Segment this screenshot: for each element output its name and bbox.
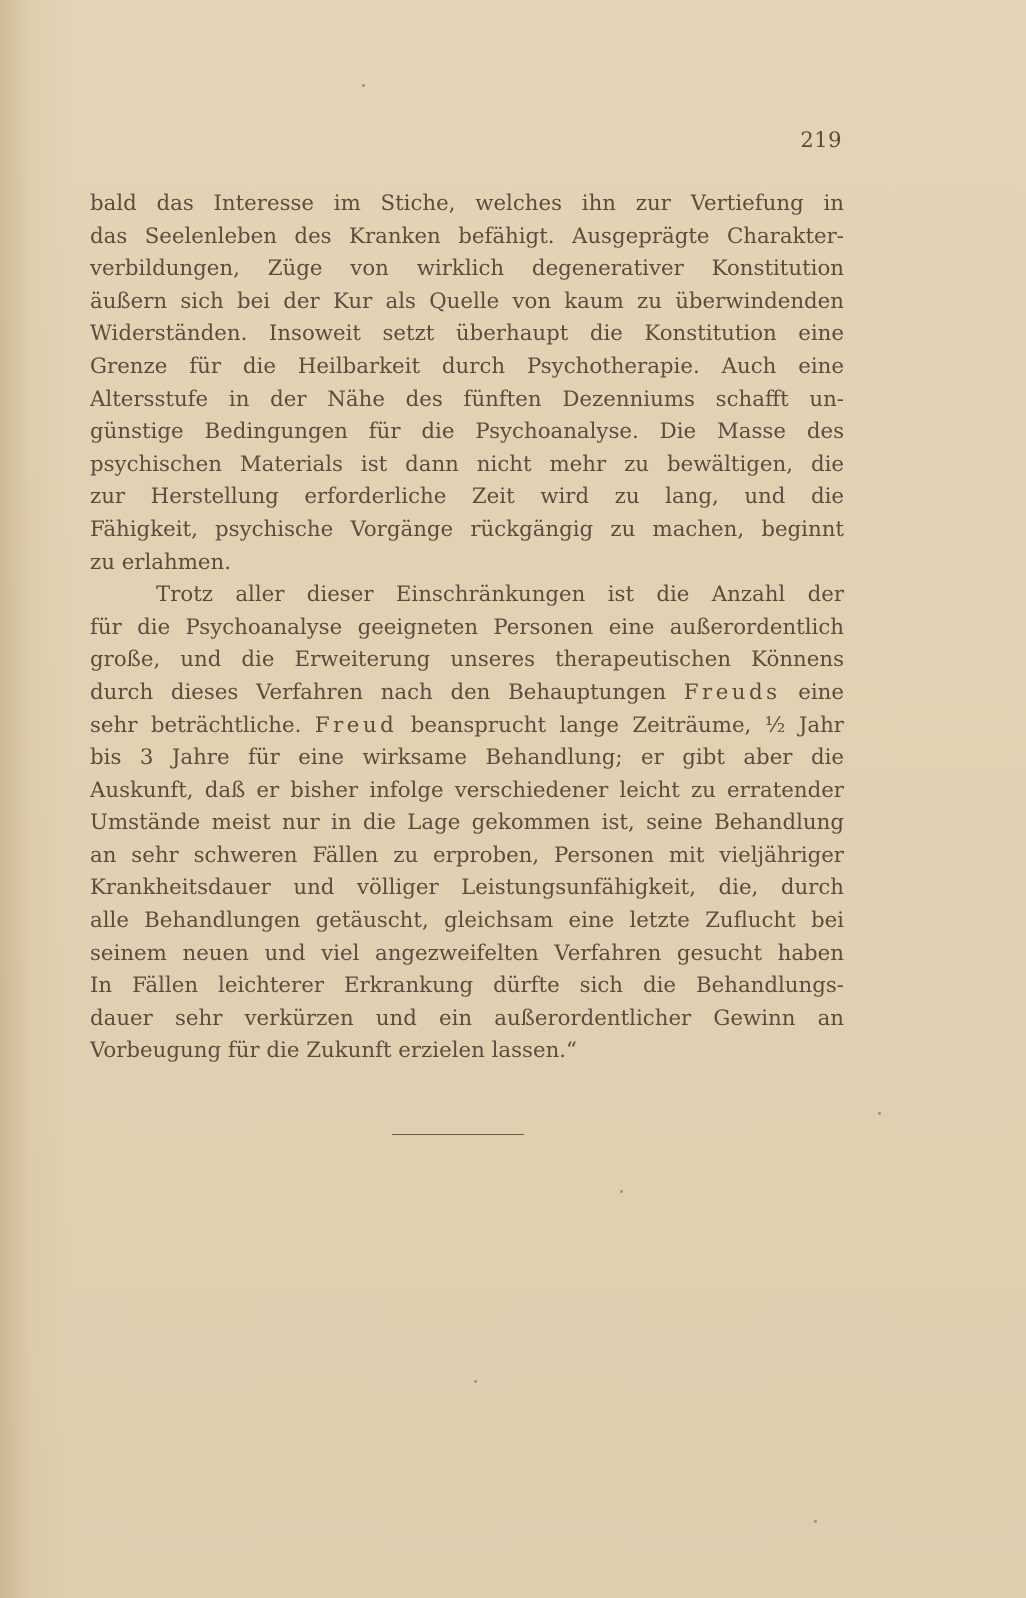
text-segment: durch dieses Verfahren nach den Behauptungen: [90, 679, 667, 705]
spaced-name: Freuds: [683, 679, 781, 705]
text-line: das Seelenleben des Kranken befähigt. Ausgeprägte Charakter-: [90, 223, 844, 249]
text-line: Auskunft, daß er bisher infolge verschiedener leicht zu erratender: [90, 777, 844, 803]
text-line: alle Behandlungen getäuscht, gleichsam eine letzte Zuflucht bei: [90, 908, 844, 934]
text-line: Fähigkeit, psychische Vorgänge rückgängig zu machen, beginnt: [90, 516, 844, 542]
paragraph-first-line: Trotz aller dieser Einschränkungen ist die Anzahl der: [156, 582, 844, 608]
text-line: zu erlahmen.: [90, 549, 231, 575]
page-number: 219: [800, 128, 842, 152]
text-line: zur Herstellung erforderliche Zeit wird zu lang, und die: [90, 484, 844, 510]
text-line: dauer sehr verkürzen und ein außerordentlicher Gewinn an: [90, 1005, 844, 1031]
text-line: Krankheitsdauer und völliger Leistungsunfähigkeit, die, durch: [90, 875, 844, 901]
text-line: Vorbeugung für die Zukunft erzielen lassen.“: [90, 1038, 577, 1064]
paper-speck: [620, 1190, 623, 1193]
text-line: verbildungen, Züge von wirklich degenerativer Konstitution: [90, 256, 844, 282]
text-line: äußern sich bei der Kur als Quelle von kaum zu überwindenden: [90, 288, 844, 314]
text-line: bis 3 Jahre für eine wirksame Behandlung; er gibt aber die: [90, 745, 844, 771]
paper-speck: [362, 84, 365, 87]
text-segment: eine: [798, 679, 844, 705]
text-segment: sehr beträchtliche.: [90, 712, 302, 738]
text-line: psychischen Materials ist dann nicht mehr zu bewältigen, die: [90, 451, 844, 477]
paper-speck: [474, 1380, 477, 1383]
text-segment: beansprucht lange Zeiträume, ½ Jahr: [410, 712, 844, 738]
text-line: Grenze für die Heilbarkeit durch Psychotherapie. Auch eine: [90, 353, 844, 379]
text-line: Altersstufe in der Nähe des fünften Dezenniums schafft un-: [90, 386, 844, 412]
section-divider: [392, 1134, 524, 1135]
paper-speck: [814, 1520, 817, 1523]
text-line: für die Psychoanalyse geeigneten Personen eine außerordentlich: [90, 614, 844, 640]
text-line: [90, 677, 844, 710]
paper-speck: [878, 1112, 881, 1115]
text-line: an sehr schweren Fällen zu erproben, Personen mit vieljähriger: [90, 842, 844, 868]
text-line: große, und die Erweiterung unseres therapeutischen Könnens: [90, 647, 844, 673]
text-line: Widerständen. Insoweit setzt überhaupt die Konstitution eine: [90, 321, 844, 347]
text-line: Umstände meist nur in die Lage gekommen ist, seine Behandlung: [90, 810, 844, 836]
text-line: günstige Bedingungen für die Psychoanalyse. Die Masse des: [90, 419, 844, 445]
text-line: seinem neuen und viel angezweifelten Verfahren gesucht haben: [90, 940, 844, 966]
text-line: bald das Interesse im Stiche, welches ihn zur Vertiefung in: [90, 191, 844, 216]
body-text: [90, 188, 844, 1068]
text-line: In Fällen leichterer Erkrankung dürfte sich die Behandlungs-: [90, 973, 844, 999]
spaced-name: Freud: [314, 712, 398, 738]
text-line: [90, 710, 844, 743]
